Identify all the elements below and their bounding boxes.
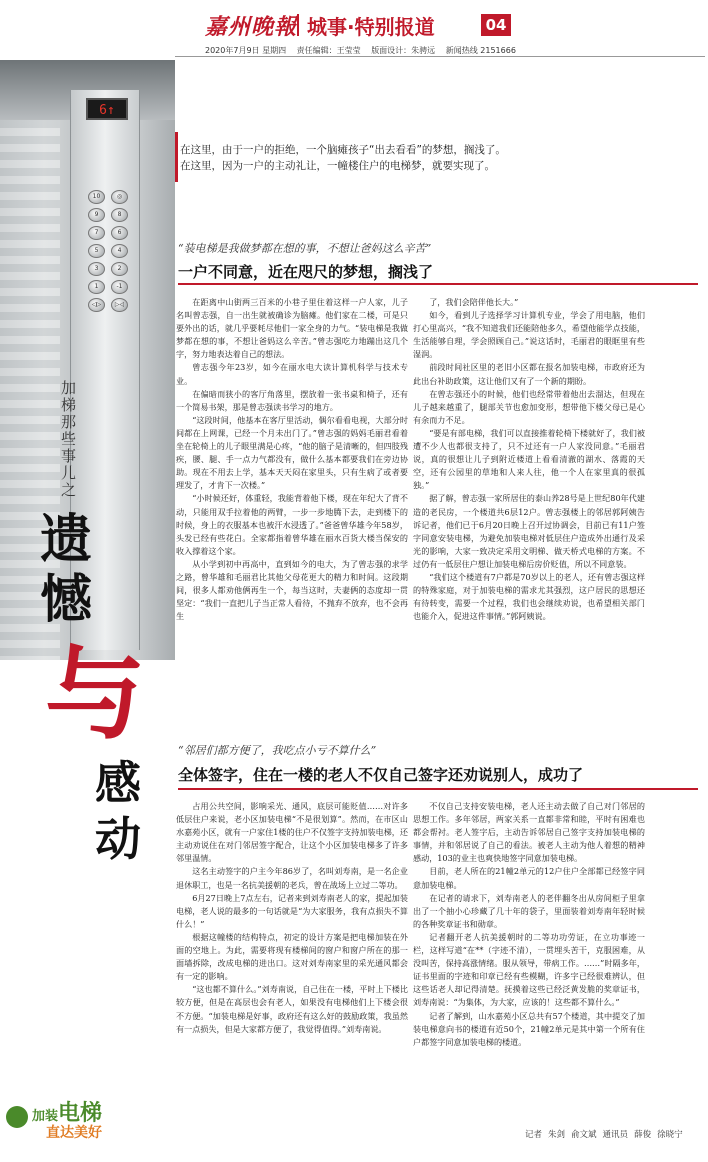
credit-name: 通讯员 (602, 1130, 629, 1140)
floor-display: 6↑ (86, 98, 128, 120)
paragraph: “我们这个楼道有7户都是70岁以上的老人，还有曾志强这样的特殊家庭，对于加装电梯的需求尤其强烈，这户居民的思想还有待转变，需要一个过程，我们也会继续劝说，也希望相关部门也能介入，促进这件事情。”郭阿姨说。 (413, 571, 645, 622)
paragraph: “这段时间，他基本在客厅里活动，偶尔看看电视，大部分时间都在上网课，已经一个月未出门了。”曾志强的妈妈毛丽君看着坐在轮椅上的儿子眼里满是心疼，“他的脑子是清晰的，但四肢残疾，腰、腿、手一点力气都没有，做什么基本都要我们在旁边协助。现在不用去上学，基本天天闷在家里头，只有生病了或者要理发了，才肯下一次楼。” (176, 414, 408, 491)
masthead-divider (297, 14, 299, 36)
editor-credit: 责任编辑：王莹莹 (296, 46, 361, 55)
elevator-button: ▷◁ (111, 298, 128, 312)
elevator-button: 7 (88, 226, 105, 240)
paragraph: 占用公共空间，影响采光、通风，底层可能贬值……对许多低层住户来说，老小区加装电梯“不是很划算”。然而，在市区山水嘉苑小区，就有一户家住1楼的住户不仅签字支持加装电梯，还主动劝说住在对门邻居签字配合，让这个小区加装电梯多了许多邻里温情。 (176, 801, 408, 864)
feature-title-moved: 感动 (95, 756, 141, 866)
paragraph: 在偏暗而狭小的客厅角落里，摆放着一张书桌和椅子，还有一个简易书架，那是曾志强读书学习的地方。 (176, 388, 408, 412)
elevator-button: -1 (111, 280, 128, 294)
paragraph: 前段时间社区里的老旧小区都在报名加装电梯，市政府还为此出台补助政策，这让他们又有了一个新的期盼。 (413, 362, 645, 386)
section2-column-1 (176, 800, 408, 1100)
paragraph: 在距离中山街两三百米的小巷子里住着这样一户人家，儿子名叫曾志强，自一出生就被确诊为脑瘫。他们家在二楼，可是只要外出的话，就几乎要耗尽他们一家全身的力气。“装电梯是我做梦都在想的事，不想让爸妈这么辛苦。”曾志强吃力地蹦出这几个字，努力地表达着自己的想法。 (176, 297, 408, 360)
paragraph: 从小学到初中再高中，直到如今的电大，为了曾志强的求学之路，曾华雄和毛丽君比其他父母花更大的精力和时间。这段期间，很多人都劝他俩再生一个，每当这时，夫妻俩的态度却一贯坚定：“我们一直把儿子当正常人看待，不抛弃不放弃，也不会再生 (176, 558, 408, 622)
paragraph: 记者了解到，山水嘉苑小区总共有57个楼道，其中提交了加装电梯意向书的楼道有近50个，21幢2单元是其中第一个所有住户都签字同意加装电梯的楼道。 (413, 1010, 645, 1047)
section2-quote: “邻居们都方便了，我吃点小亏不算什么” (178, 744, 377, 757)
credit-name: 薛俊 (634, 1130, 652, 1140)
paragraph: “小时候还好，体重轻，我能背着他下楼，现在年纪大了背不动，只能用双手拉着他的两臂，一步一步地腾下去，走到楼下的时候，身上的衣服基本也被汗水浸透了。”爸爸曾华雄今年58岁，头发已经有些花白。全家都指着曾华雄在丽水百货大楼当保安的收入撑着这个家。 (176, 493, 408, 556)
intro-line-1: 在这里，由于一户的拒绝，一个脑瘫孩子“出去看看”的梦想，搁浅了。 (180, 144, 506, 156)
paragraph: “这也都不算什么。”刘寿南说，自己住在一楼，平时上下楼比较方便，但是在高层也会有老人，如果没有电梯他们上下楼会很不方便。“加装电梯是好事，政府还有这么好的鼓励政策，我虽然有一点损失，但是大家都方便了，我觉得值得。”刘寿南说。 (176, 984, 408, 1034)
section1-rule (178, 283, 698, 285)
elevator-button: ◎ (111, 190, 128, 204)
feature-title-and: 与 (45, 636, 145, 753)
section2-rule (178, 788, 698, 790)
paragraph: “要是有部电梯，我们可以直接推着轮椅下楼就好了，我们被遭不少人也都很支持了，只不过还有一户人家没同意。”毛丽君说，真的很想让儿子到附近楼道上看看清澈的湖水、落霞的天空，还有公园里的草地和人来人往，他一个人在家里真的很孤独。” (413, 427, 645, 491)
paragraph: 据了解，曾志强一家所居住的泰山养28号是上世纪80年代建造的老民房，一个楼道共6层12户。曾志强楼上的邻居郭阿姨告诉记者，他们已于6月20日晚上召开过协调会，目前已有11户签字同意安装电梯，为避免加装电梯对低层住户造成外出通行及采光的影响，大家一致决定采用文明梯、做天桥式电梯的方案。不过仍有一低层住户想让加装电梯后房价贬值，所以不同意装。 (413, 493, 645, 569)
elevator-button: 8 (111, 208, 128, 222)
elevator-button-grid (88, 190, 128, 312)
paragraph: 如今，看到儿子选择学习计算机专业，学会了用电脑，他们打心里高兴，“我不知道我们还能陪他多久，希望他能学点技能，生活能够自理，学会照顾自己。”说这话时，毛丽君的眼眶里有些湿润。 (413, 310, 645, 360)
logo-badge-icon (6, 1106, 28, 1128)
paragraph: 记者翻开老人抗美援朝时的二等功功劳证，在立功事迹一栏，这样写道“在**（字迹不清），一贯埋头苦干，克服困难，从没叫苦，保持高涨情绪。服从领导，带病工作。……”时隔多年，证书里面的字迹和印章已经有些模糊，许多字已经很难辨认，但这些话老人却记得清楚。抚摸着这些已经泛黄发脆的奖章证书，刘寿南说：“为集体，为大家，应该的！这些都不算什么。” (413, 931, 645, 1008)
intro-line-2: 在这里，因为一户的主动礼让，一幢楼住户的电梯梦，就要实现了。 (180, 160, 495, 172)
campaign-logo (6, 1092, 166, 1142)
edition-date: 2020年7月9日 星期四 (205, 46, 287, 55)
page-number: 04 (481, 14, 511, 36)
feature-kicker: 加梯那些事儿之 (59, 380, 77, 499)
elevator-button: 4 (111, 244, 128, 258)
section1-headline: 一户不同意，近在咫尺的梦想，搁浅了 (178, 263, 434, 281)
paragraph: 在记者的请求下，刘寿南老人的老伴翻冬出从房间柜子里拿出了一个抽小心珍藏了几十年的袋子，里面装着刘寿南年轻时候的各种奖章证书和勋章。 (413, 892, 645, 929)
logo-line-1b: 电梯 (58, 1101, 103, 1126)
section2-headline: 全体签字，住在一楼的老人不仅自己签字还劝说别人，成功了 (178, 766, 584, 784)
newspaper-brand: 嘉州晚報 (205, 14, 298, 40)
paragraph: 在曾志强还小的时候，他们也经常带着他出去溜达，但现在儿子越来越重了，腿部关节也愈加变形，想带他下楼父母已是心有余而力不足。 (413, 388, 645, 425)
feature-title-regret: 遗憾 (40, 510, 93, 630)
section1-column-1 (176, 296, 408, 686)
elevator-button: 1 (88, 280, 105, 294)
logo-line-1a: 加装 (32, 1109, 59, 1124)
byline-credits (525, 1128, 689, 1140)
edition-meta (205, 45, 524, 56)
intro-text (180, 142, 680, 174)
paragraph: 目前，老人所在的21幢2单元的12户住户全部都已经签字同意加装电梯。 (413, 866, 645, 890)
elevator-button: 10 (88, 190, 105, 204)
paragraph: 曾志强今年23岁，如今在丽水电大读计算机科学与技术专业。 (176, 362, 408, 386)
logo-line-2: 直达美好 (46, 1125, 102, 1141)
credit-name: 朱剑 (548, 1130, 566, 1140)
elevator-button: 3 (88, 262, 105, 276)
section2-column-2 (413, 800, 645, 1100)
elevator-button: 9 (88, 208, 105, 222)
paragraph: 6月27日晚上7点左右，记者来到刘寿南老人的家，提起加装电梯，老人说的最多的一句话就是“为大家服务，我有点损失不算什么！” (176, 892, 408, 929)
designer-credit: 版面设计：朱骋远 (371, 46, 436, 55)
paragraph: 根据这幢楼的结构特点，初定的设计方案是把电梯加装在外面的空地上。为此，需要将现有楼梯间的窗户和窗户所在的那一面墙拆除，改成电梯的进出口。这对刘寿南家里的采光通风都会有一定的影响。 (176, 931, 408, 982)
masthead (175, 6, 695, 56)
section1-column-2 (413, 296, 645, 686)
paragraph: 这名主动签字的户主今年86岁了，名叫刘寿南，是一名企业退休职工，也是一名抗美援朝的老兵，曾在战场上立过二等功。 (176, 866, 408, 890)
masthead-rule (175, 56, 705, 57)
paragraph: 了，我们会陪伴他长大。” (429, 297, 519, 307)
elevator-button: 2 (111, 262, 128, 276)
news-hotline: 新闻热线 2151666 (445, 46, 516, 55)
section-title: 城事·特别报道 (307, 15, 435, 39)
credit-name: 记者 (525, 1130, 543, 1140)
credit-name: 徐晓宁 (657, 1130, 683, 1140)
elevator-button: 6 (111, 226, 128, 240)
elevator-button: ◁▷ (88, 298, 105, 312)
credit-name: 俞文斌 (571, 1130, 597, 1140)
elevator-button: 5 (88, 244, 105, 258)
paragraph: 不仅自己支持安装电梯，老人还主动去做了自己对门邻居的思想工作。多年邻居，两家关系一直都非常和睦，平时有困难也都会帮衬。老人签字后，主动告诉邻居自己签字支持加装电梯的事情，并和邻居说了自己的看法。被老人主动为他人着想的精神感动，103的业主也爽快地签字同意加装电梯。 (413, 801, 645, 864)
section1-quote: “装电梯是我做梦都在想的事，不想让爸妈这么辛苦” (178, 242, 432, 255)
